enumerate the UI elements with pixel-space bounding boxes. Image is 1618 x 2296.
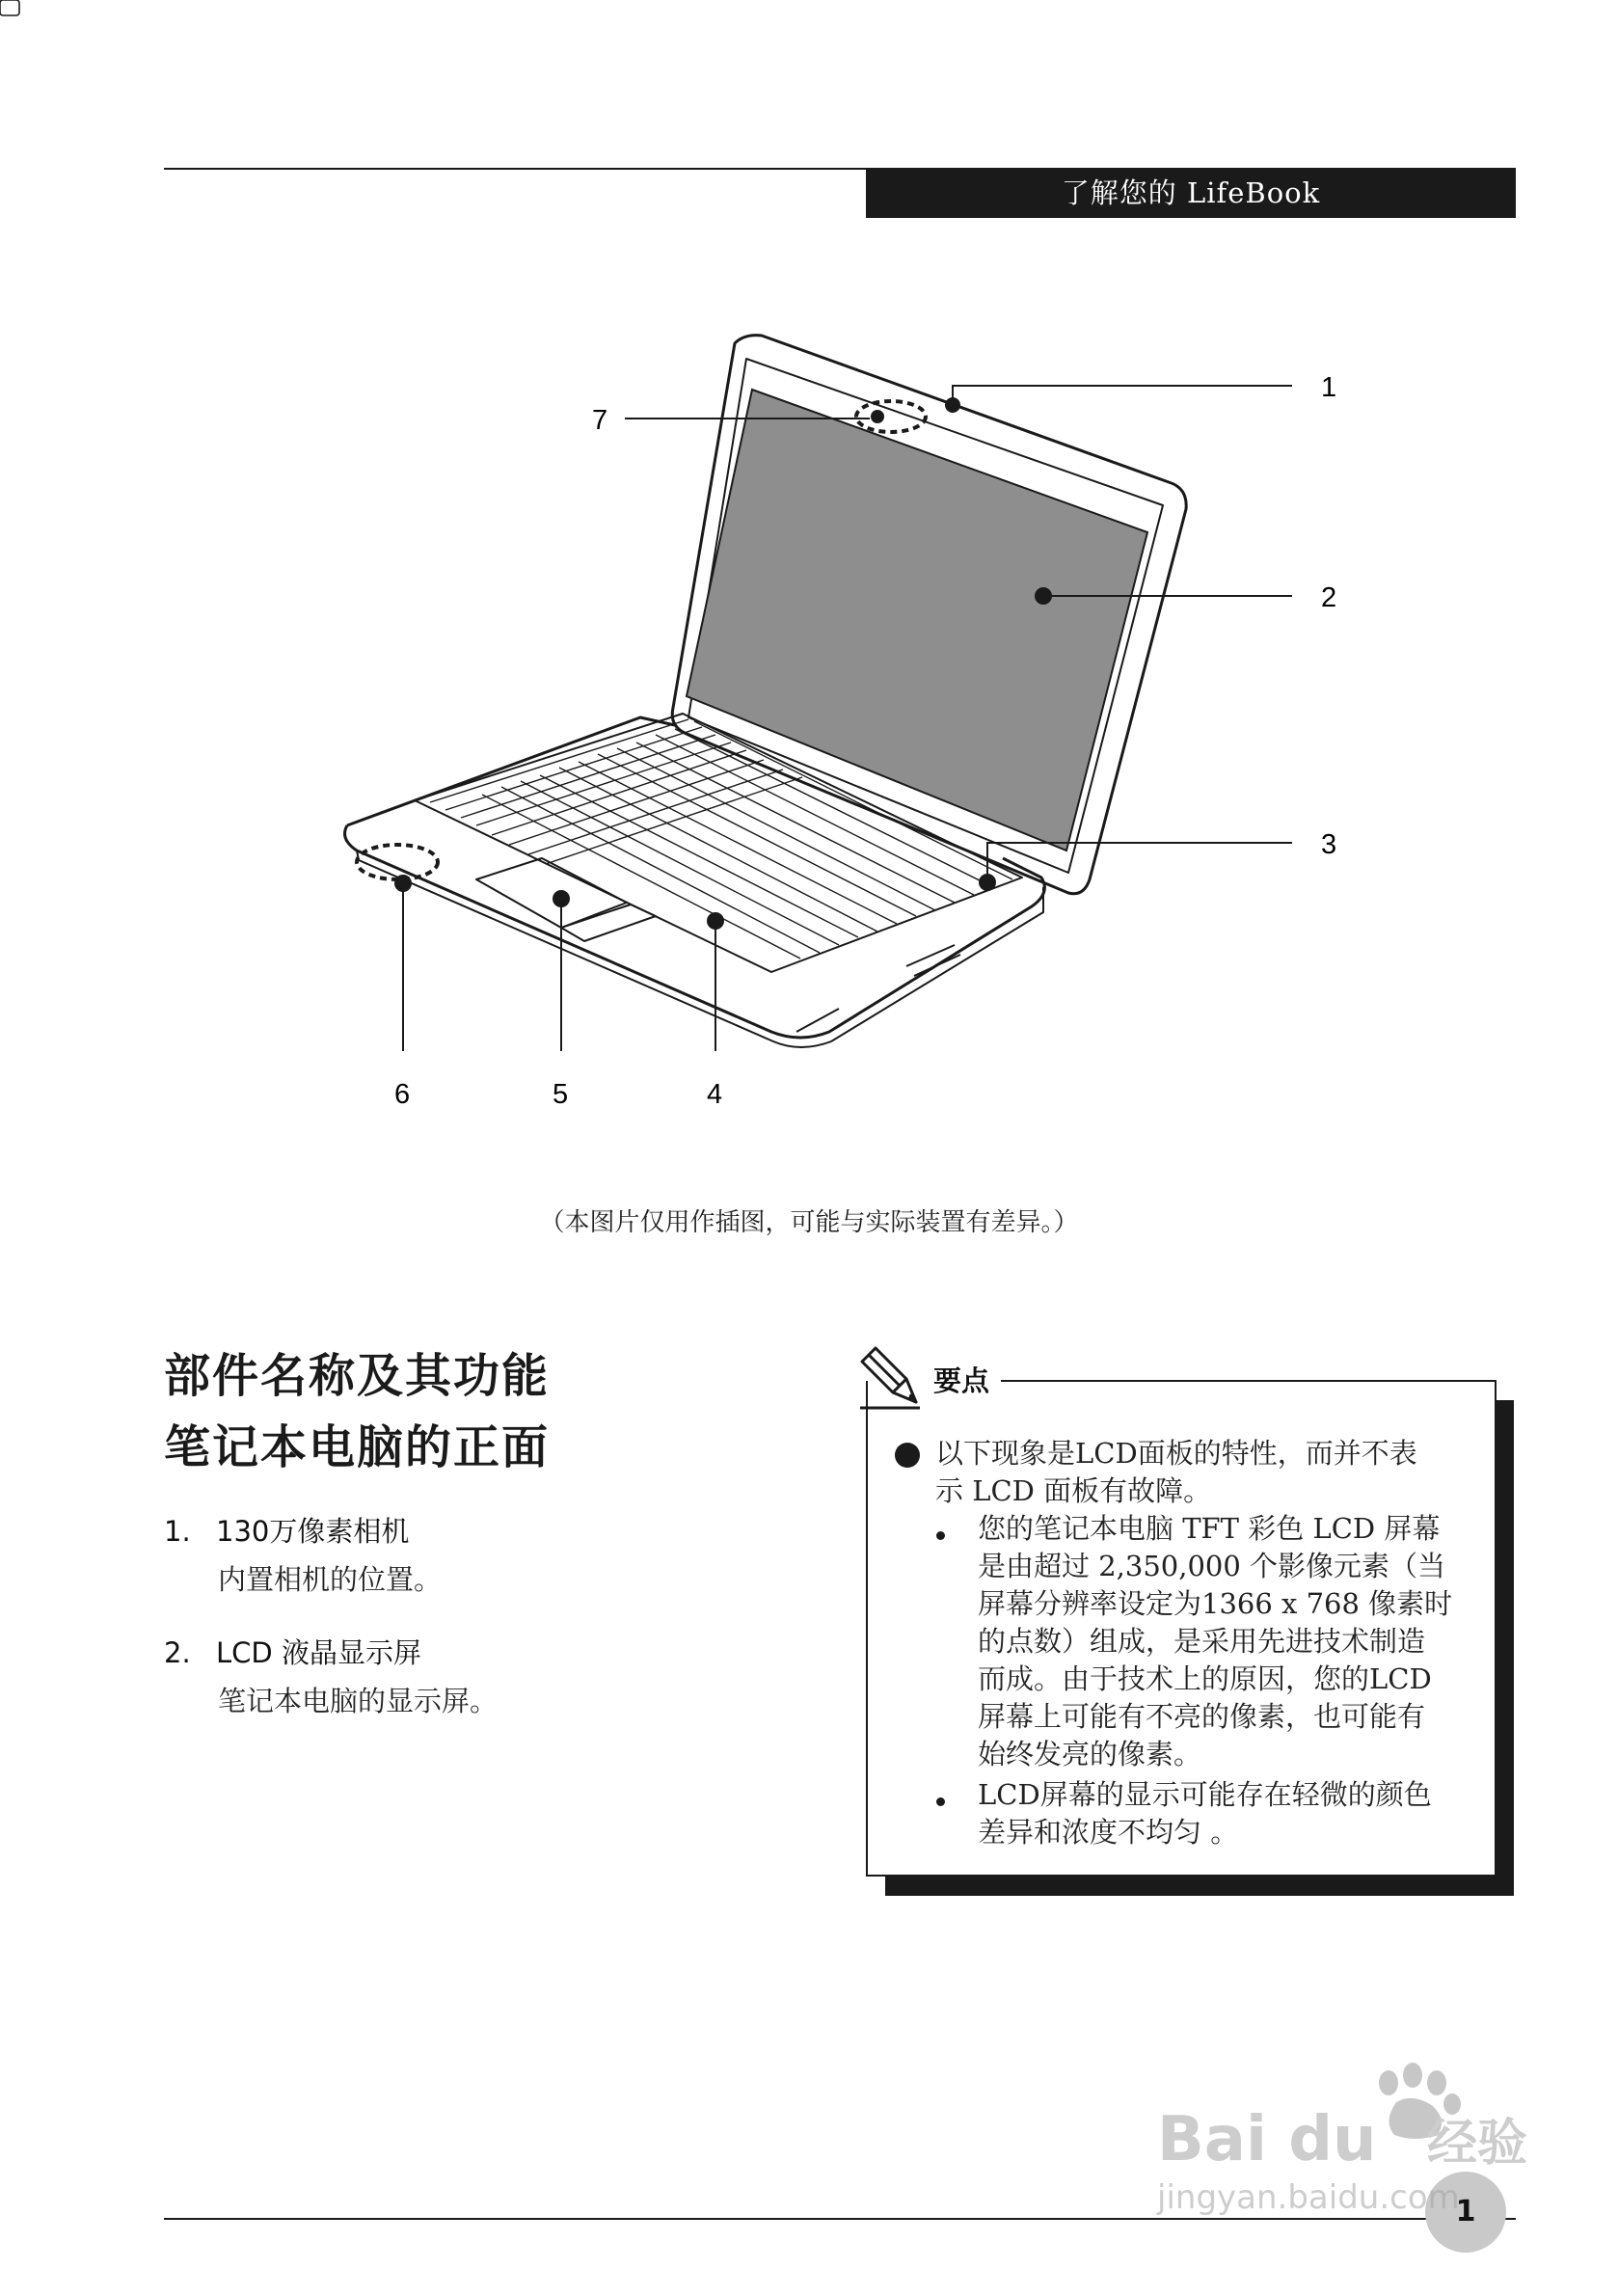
note-sub-bullet-line: 的点数）组成，是采用先进技术制造 [978, 1625, 1426, 1658]
pencil-icon [856, 1342, 926, 1412]
section-title: 部件名称及其功能 [164, 1349, 551, 1403]
item-2-heading [164, 1632, 421, 1671]
svg-text:经验: 经验 [1427, 2115, 1528, 2173]
svg-text:Bai du: Bai du [1157, 2104, 1377, 2175]
baidu-watermark-logo [1147, 2054, 1552, 2237]
svg-text:jingyan.baidu.com: jingyan.baidu.com [1157, 2178, 1460, 2217]
keyboard-keys [0, 0, 19, 15]
item-1-number: 1. [164, 1515, 191, 1548]
note-sub-bullet-1 [978, 1510, 1452, 1773]
callout-1: 1 [1321, 372, 1337, 403]
lcd-display-glass [687, 390, 1147, 851]
callout-5: 5 [553, 1079, 569, 1110]
item-2-description: 笔记本电脑的显示屏。 [218, 1685, 499, 1717]
item-1-description: 内置相机的位置。 [218, 1563, 443, 1596]
section-subtitle: 笔记本电脑的正面 [164, 1420, 551, 1474]
note-sub-bullet-line: 屏幕分辨率设定为1366 x 768 像素时 [978, 1587, 1453, 1620]
header-title: 了解您的 LifeBook [866, 168, 1516, 218]
note-bullet-line: 以下现象是LCD面板的特性，而并不表 [935, 1437, 1417, 1470]
speaker-highlight-ring [357, 845, 438, 879]
item-1-title: 130万像素相机 [216, 1515, 410, 1548]
callout-3: 3 [1321, 829, 1337, 860]
microphone-top [871, 410, 884, 423]
note-bullet-text [935, 1435, 1417, 1510]
callout-6: 6 [394, 1079, 411, 1110]
figure-caption: （本图片仅用作插图，可能与实际装置有差异。） [539, 1208, 1079, 1237]
note-sub-bullet-line: 您的笔记本电脑 TFT 彩色 LCD 屏幕 [978, 1512, 1441, 1545]
callout-1-leader [953, 386, 1292, 405]
note-sub-bullet-2 [978, 1776, 1432, 1851]
note-sub-bullet-line: 屏幕上可能有不亮的像素，也可能有 [978, 1700, 1426, 1733]
note-bullet-dot [895, 1443, 920, 1468]
note-sub-bullet-line: 是由超过 2,350,000 个影像元素（当 [978, 1550, 1446, 1582]
note-sub-bullet-line: 差异和浓度不均匀 。 [978, 1816, 1239, 1849]
page-number: 1 [1425, 2172, 1506, 2253]
callout-4: 4 [707, 1079, 723, 1110]
note-box-top-rule [1001, 1380, 1497, 1382]
touchpad [476, 858, 627, 928]
item-2-title: LCD 液晶显示屏 [216, 1636, 421, 1669]
note-label: 要点 [933, 1360, 995, 1399]
note-sub-bullet-line: 始终发亮的像素。 [978, 1738, 1202, 1770]
note-bullet-line: 示 LCD 面板有故障。 [935, 1474, 1212, 1507]
note-sub-bullet-line: LCD屏幕的显示可能存在轻微的颜色 [978, 1778, 1432, 1811]
note-sub-bullet-dot [936, 1531, 945, 1540]
callout-3-leader [987, 843, 1292, 882]
callout-7: 7 [592, 405, 608, 436]
mic-highlight-ring [856, 401, 926, 432]
base-front-edge [345, 825, 1045, 1038]
side-ports [906, 945, 960, 976]
item-2-number: 2. [164, 1636, 191, 1669]
note-sub-bullet-line: 而成。由于技术上的原因，您的LCD [978, 1662, 1432, 1695]
callout-2: 2 [1321, 582, 1337, 613]
item-1-heading [164, 1510, 409, 1550]
note-sub-bullet-dot [936, 1797, 945, 1806]
